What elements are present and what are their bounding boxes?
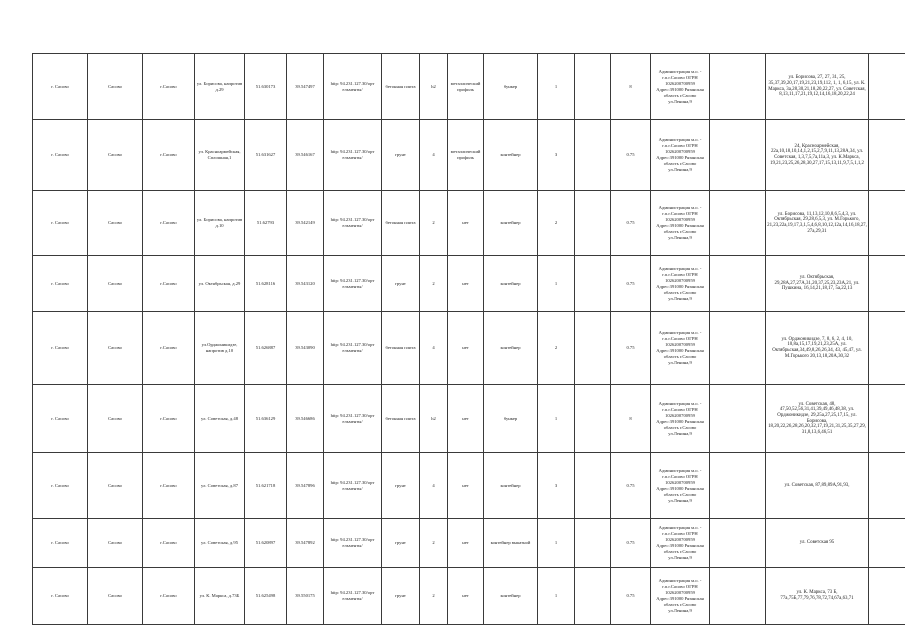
table-cell: http: 94.231.127.30/орт ельменты/: [324, 256, 382, 312]
table-cell: [869, 191, 905, 256]
table-row: [33, 256, 905, 312]
table-cell: Администрация м.о. - г.п.г.Сасово ОГРН 1026200700959 Адрес:391000 Рязанская область г.Сасово ул.Ленина,9: [651, 519, 710, 568]
table-row: [33, 54, 905, 120]
table-cell: h2: [420, 385, 448, 453]
table-row: [33, 453, 905, 519]
table-cell: 1: [538, 568, 575, 625]
table-cell: ул. Советская, 87,89,89А,91,93,: [766, 453, 869, 519]
table-cell: http: 94.231.127.30/орт ельменты/: [324, 519, 382, 568]
table-cell: г. Сасово: [33, 312, 88, 385]
table-cell: 39.543090: [287, 312, 324, 385]
table-row: [33, 568, 905, 625]
table-cell: [575, 120, 611, 191]
table-cell: 4: [420, 453, 448, 519]
table-cell: Сасово: [88, 120, 143, 191]
table-cell: ул. Красноармейская, Сплошная,1: [195, 120, 245, 191]
table-row: [33, 120, 905, 191]
table-cell: 2: [420, 191, 448, 256]
table-cell: Администрация м.о. - г.п.г.Сасово ОГРН 1026200700959 Адрес:391000 Рязанская область г.Сасово ул.Ленина,9: [651, 256, 710, 312]
table-cell: нет: [448, 191, 484, 256]
table-cell: 3: [538, 453, 575, 519]
table-cell: ул. Борисова, 11,13,12,10,8,6,5,4,3, ул. Октябрьская, 29,28,6,5,3, ул. М.Горького, 21,23,22а,19,17,3,1,5,4,6,8,10,12,12а,14,16,18,27,27а,29,31: [766, 191, 869, 256]
table-cell: ул. Советская 95: [766, 519, 869, 568]
table-cell: [869, 519, 905, 568]
table-cell: г.Сасово: [143, 256, 195, 312]
table-cell: Администрация м.о. - г.п.г.Сасово ОГРН 1026200700959 Адрес:391000 Рязанская область г.Сасово ул.Ленина,9: [651, 191, 710, 256]
table-cell: [575, 54, 611, 120]
table-cell: [575, 385, 611, 453]
table-cell: грунт: [382, 519, 420, 568]
table-cell: 51.636129: [245, 385, 287, 453]
table-row: [33, 519, 905, 568]
table-cell: http: 94.231.127.30/орт ельменты/: [324, 568, 382, 625]
table-cell: г.Сасово: [143, 453, 195, 519]
table-cell: 24, Красноармейская, 22а,10,18,10,14,1,2,15,2,7,9,11,13,28А,34, ул. Советская, 1,3,7,5,7а,11а,3, ул. К.Маркса, 19,21,23,25,26,28,30,27,17,15,13,11,9,7,5,1,1,2: [766, 120, 869, 191]
table-cell: h2: [420, 54, 448, 120]
table-cell: бетонная плита: [382, 385, 420, 453]
table-cell: 39.550175: [287, 568, 324, 625]
table-cell: 1: [538, 385, 575, 453]
table-cell: [710, 120, 766, 191]
table-cell: грунт: [382, 568, 420, 625]
table-cell: контейнер: [484, 120, 538, 191]
table-cell: 0.75: [611, 568, 651, 625]
table-cell: [869, 385, 905, 453]
table-cell: бетонная плита: [382, 191, 420, 256]
table-cell: 0.75: [611, 120, 651, 191]
table-cell: Администрация м.о. - г.п.г.Сасово ОГРН 1026200700959 Адрес:391000 Рязанская область г.Сасово ул.Ленина,9: [651, 312, 710, 385]
table-cell: 0.75: [611, 312, 651, 385]
table-cell: г.Сасово: [143, 385, 195, 453]
table-cell: грунт: [382, 256, 420, 312]
table-cell: г. Сасово: [33, 120, 88, 191]
table-cell: 4: [420, 312, 448, 385]
table-cell: Сасово: [88, 453, 143, 519]
table-cell: Сасово: [88, 54, 143, 120]
table-body: [33, 54, 905, 625]
table-cell: Администрация м.о. - г.п.г.Сасово ОГРН 1026200700959 Адрес:391000 Рязанская область г.Сасово ул.Ленина,9: [651, 453, 710, 519]
table-row: [33, 385, 905, 453]
table-cell: нет: [448, 312, 484, 385]
table-cell: 39.547892: [287, 519, 324, 568]
table-cell: 39.546686: [287, 385, 324, 453]
table-cell: ул. Советская, д.87: [195, 453, 245, 519]
table-cell: http: 94.231.127.30/орт ельменты/: [324, 54, 382, 120]
table-cell: контейнер: [484, 256, 538, 312]
table-cell: г.Сасово: [143, 191, 195, 256]
table-cell: контейнер: [484, 568, 538, 625]
table-cell: 51.62793: [245, 191, 287, 256]
table-cell: г. Сасово: [33, 256, 88, 312]
table-cell: [710, 519, 766, 568]
table-cell: г. Сасово: [33, 453, 88, 519]
table-cell: Сасово: [88, 519, 143, 568]
table-cell: [575, 191, 611, 256]
table-cell: г.Сасово: [143, 568, 195, 625]
table-cell: 1: [538, 54, 575, 120]
table-cell: 51.628116: [245, 256, 287, 312]
table-cell: 51.630173: [245, 54, 287, 120]
table-cell: нет: [448, 453, 484, 519]
table-cell: Сасово: [88, 385, 143, 453]
table-cell: г. Сасово: [33, 54, 88, 120]
table-cell: ул. Орджоникидзе, 7, 8, 6, 2, 4, 10, 10,8а,15,17,19,21,23,25А, ул. Октябрьская,34,49,8,26,26,34, 43, 45,47, ул. М.Горького 20,13,18,20А,30,32: [766, 312, 869, 385]
table-cell: ул. Октябрьская, 29,28А,27,27А,31,20,37,25,23,23А,21, ул. Пушкина, 16,14,21,18,17, 5а,22,13: [766, 256, 869, 312]
table-cell: [710, 385, 766, 453]
table-cell: 0.75: [611, 453, 651, 519]
table-cell: контейнер выкатной: [484, 519, 538, 568]
table-cell: http: 94.231.127.30/орт ельменты/: [324, 120, 382, 191]
table-cell: [710, 191, 766, 256]
table-cell: ул. Октябрьская, д.29: [195, 256, 245, 312]
table-row: [33, 191, 905, 256]
table-cell: [869, 312, 905, 385]
table-cell: 8: [611, 54, 651, 120]
table-cell: контейнер: [484, 453, 538, 519]
table-cell: http: 94.231.127.30/орт ельменты/: [324, 191, 382, 256]
table-cell: 2: [538, 191, 575, 256]
table-cell: бетонная плита: [382, 312, 420, 385]
table-cell: ул. К. Маркса, д.73Б: [195, 568, 245, 625]
table-cell: Сасово: [88, 256, 143, 312]
table-cell: 51.625498: [245, 568, 287, 625]
table-cell: г. Сасово: [33, 519, 88, 568]
table-cell: ул. Советская, 48, 47,50,52,56,31,41,39,49,46,48,38, ул. Орджоникидзе, 29,25а,27,25,17,15, ул. Борисова, 18,20,22,26,28,26,20,32,17,19,21,31,25,35,27,29,31,8,13,6,46,51: [766, 385, 869, 453]
table-cell: Сасово: [88, 191, 143, 256]
table-cell: 4: [420, 120, 448, 191]
table-cell: нет: [448, 519, 484, 568]
table-cell: 51.621718: [245, 453, 287, 519]
table-cell: г.Сасово: [143, 54, 195, 120]
table-cell: ул. Борисова, напротив д.29: [195, 54, 245, 120]
table-cell: [869, 568, 905, 625]
table-cell: [575, 568, 611, 625]
table-cell: 1: [538, 519, 575, 568]
table-cell: бункер: [484, 54, 538, 120]
table-cell: г. Сасово: [33, 191, 88, 256]
table-cell: ул.Орджоникидзе, напротив д.10: [195, 312, 245, 385]
table-cell: 0.75: [611, 191, 651, 256]
table-cell: грунт: [382, 120, 420, 191]
table-cell: 51.626887: [245, 312, 287, 385]
table-cell: 39.547497: [287, 54, 324, 120]
table-cell: г. Сасово: [33, 568, 88, 625]
table-cell: http: 94.231.127.30/орт ельменты/: [324, 453, 382, 519]
table-cell: 0.75: [611, 256, 651, 312]
table-cell: контейнер: [484, 312, 538, 385]
table-cell: Администрация м.о. - г.п.г.Сасово ОГРН 1026200700959 Адрес:391000 Рязанская область г.Сасово ул.Ленина,9: [651, 385, 710, 453]
data-table: [32, 53, 905, 625]
table-cell: [575, 519, 611, 568]
table-cell: Сасово: [88, 568, 143, 625]
table-cell: контейнер: [484, 191, 538, 256]
table-row: [33, 312, 905, 385]
table-cell: 39.542149: [287, 191, 324, 256]
table-cell: Администрация м.о. - г.п.г.Сасово ОГРН 1026200700959 Адрес:391000 Рязанская область г.Сасово ул.Ленина,9: [651, 568, 710, 625]
table-cell: http: 94.231.127.30/орт ельменты/: [324, 312, 382, 385]
table-cell: [869, 54, 905, 120]
table-cell: ул. К. Маркса, 73 Б, 77а,75Б,77,79,76,78,72,74,67а,63,71: [766, 568, 869, 625]
table-cell: [710, 312, 766, 385]
table-cell: 51.631627: [245, 120, 287, 191]
table-cell: 2: [538, 312, 575, 385]
table-cell: [710, 256, 766, 312]
table-cell: [710, 568, 766, 625]
table-cell: http: 94.231.127.30/орт ельменты/: [324, 385, 382, 453]
table-cell: нет: [448, 568, 484, 625]
table-cell: ул. Советская, д.48: [195, 385, 245, 453]
table-cell: бункер: [484, 385, 538, 453]
table-cell: металлический профиль: [448, 54, 484, 120]
table-cell: 3: [538, 120, 575, 191]
table-cell: 39.543120: [287, 256, 324, 312]
table-cell: 39.547896: [287, 453, 324, 519]
table-cell: 0.75: [611, 519, 651, 568]
table-cell: Сасово: [88, 312, 143, 385]
table-cell: 1: [538, 256, 575, 312]
table-cell: г.Сасово: [143, 312, 195, 385]
table-cell: г. Сасово: [33, 385, 88, 453]
table-cell: [575, 256, 611, 312]
table-cell: г.Сасово: [143, 120, 195, 191]
table-cell: грунт: [382, 453, 420, 519]
table-cell: металлический профиль: [448, 120, 484, 191]
table-cell: [710, 54, 766, 120]
table-cell: Администрация м.о. - г.п.г.Сасово ОГРН 1026200700959 Адрес:391000 Рязанская область г.Сасово ул.Ленина,9: [651, 54, 710, 120]
table-cell: бетонная плита: [382, 54, 420, 120]
table-cell: [575, 312, 611, 385]
table-cell: ул. Борисова, 27, 27, 31, 25, 35,37,39,20,17,19,21,23,19,112, 1, 1, 6,15, ул. К. Маркса, 3а,28,30,21,18,20,22,27, ул. Советская, 8,13,11,17,21,19,12,14,16,18,20,22,24: [766, 54, 869, 120]
table-cell: Администрация м.о. - г.п.г.Сасово ОГРН 1026200700959 Адрес:391000 Рязанская область г.Сасово ул.Ленина,9: [651, 120, 710, 191]
table-cell: нет: [448, 256, 484, 312]
table-cell: г.Сасово: [143, 519, 195, 568]
table-cell: [869, 120, 905, 191]
table-cell: ул. Борисова, напротив д.10: [195, 191, 245, 256]
table-cell: [710, 453, 766, 519]
table-cell: [869, 256, 905, 312]
table-cell: 8: [611, 385, 651, 453]
table-cell: 2: [420, 519, 448, 568]
table-cell: [575, 453, 611, 519]
table-cell: 51.620897: [245, 519, 287, 568]
table-cell: [869, 453, 905, 519]
table-cell: нет: [448, 385, 484, 453]
table-cell: 2: [420, 568, 448, 625]
table-cell: 39.546167: [287, 120, 324, 191]
table-cell: 2: [420, 256, 448, 312]
table-cell: ул. Советская, д.95: [195, 519, 245, 568]
